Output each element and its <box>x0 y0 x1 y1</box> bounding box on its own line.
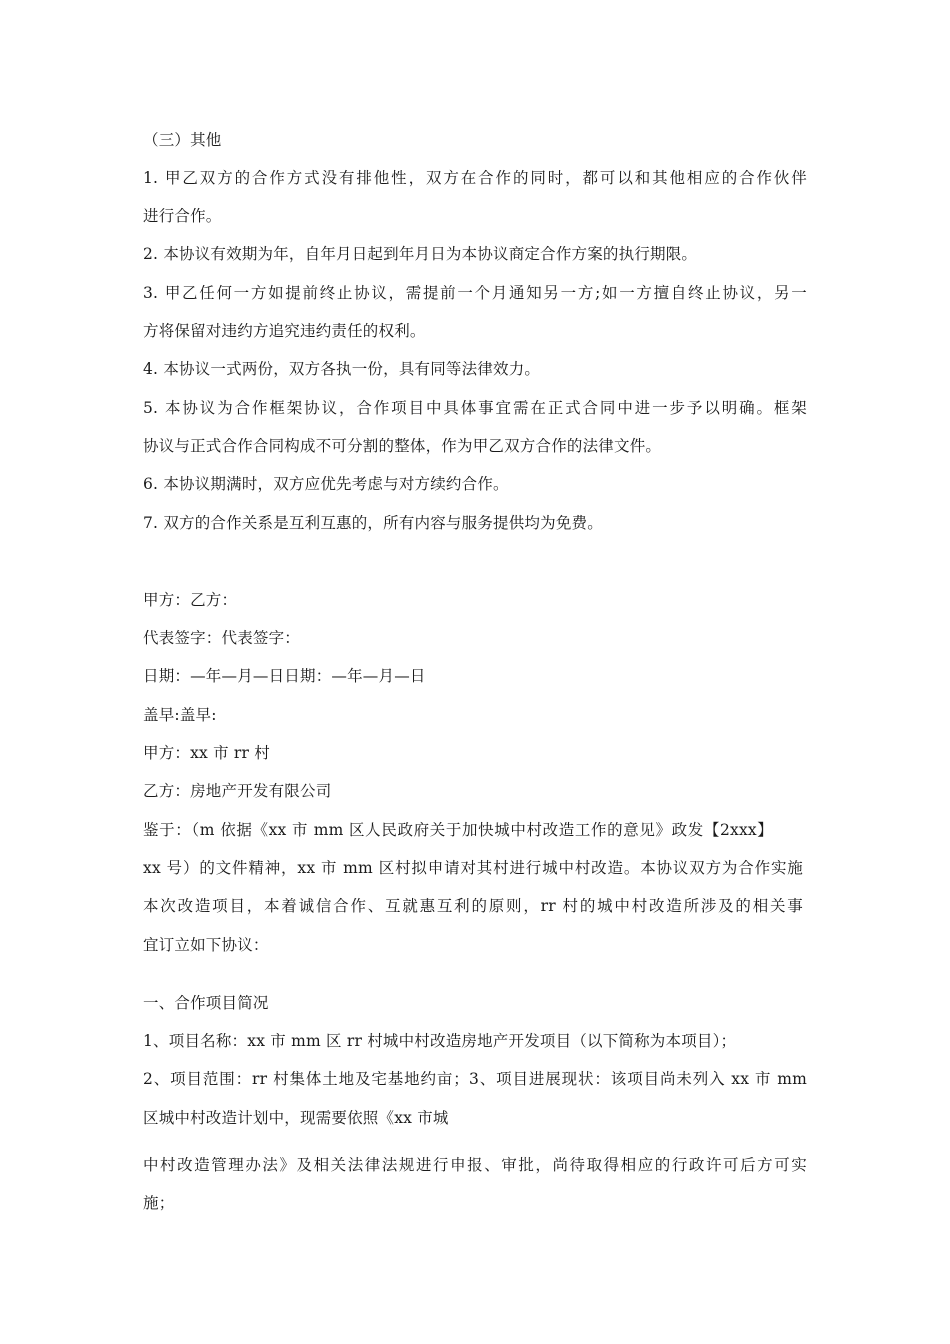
section-heading-other: （三）其他 <box>143 131 222 149</box>
clause-3-line-1: 3. 甲乙任何一方如提前终止协议，需提前一个月通知另一方;如一方擅自终止协议，另一 <box>143 284 807 302</box>
project-scope-line-4: 施； <box>143 1194 175 1212</box>
signature-representatives: 代表签字：代表签字： <box>143 629 301 647</box>
preamble-line-1: 鉴于：（m 依据《xx 市 mm 区人民政府关于加快城中村改造工作的意见》政发【2xxx】 <box>143 821 773 839</box>
clause-1-line-1: 1. 甲乙双方的合作方式没有排他性，双方在合作的同时，都可以和其他相应的合作伙伴 <box>143 169 807 187</box>
clause-4: 4. 本协议一式两份，双方各执一份，具有同等法律效力。 <box>143 360 541 378</box>
clause-1-line-2: 进行合作。 <box>143 207 222 225</box>
project-scope-line-2: 区城中村改造计划中，现需要依照《xx 市城 <box>143 1109 449 1127</box>
section-heading-project: 一、合作项目简况 <box>143 994 269 1012</box>
project-scope-line-1: 2、项目范围：rr 村集体土地及宅基地约亩；3、项目进展现状：该项目尚未列入 xx 市 mm <box>143 1070 807 1088</box>
preamble-line-2: xx 号）的文件精神，xx 市 mm 区村拟申请对其村进行城中村改造。本协议双方为合作实施 <box>143 859 803 877</box>
preamble-line-3: 本次改造项目，本着诚信合作、互就惠互利的原则，rr 村的城中村改造所涉及的相关事 <box>143 897 803 915</box>
clause-3-line-2: 方将保留对违约方追究违约责任的权利。 <box>143 322 426 340</box>
project-scope-line-3: 中村改造管理办法》及相关法律法规进行申报、审批，尚待取得相应的行政许可后方可实 <box>143 1156 807 1174</box>
clause-2: 2. 本协议有效期为年，自年月日起到年月日为本协议商定合作方案的执行期限。 <box>143 245 698 263</box>
signature-dates: 日期：—年—月—日日期：—年—月—日 <box>143 667 426 685</box>
signature-parties: 甲方：乙方： <box>143 591 238 609</box>
project-name: 1、项目名称：xx 市 mm 区 rr 村城中村改造房地产开发项目（以下简称为本项目）； <box>143 1032 737 1050</box>
clause-5-line-2: 协议与正式合作合同构成不可分割的整体，作为甲乙双方合作的法律文件。 <box>143 437 662 455</box>
clause-6: 6. 本协议期满时，双方应优先考虑与对方续约合作。 <box>143 475 509 493</box>
clause-7: 7. 双方的合作关系是互利互惠的，所有内容与服务提供均为免费。 <box>143 514 603 532</box>
signature-seals: 盖早:盖早: <box>143 706 217 724</box>
preamble-line-4: 宜订立如下协议： <box>143 936 269 954</box>
party-a: 甲方：xx 市 rr 村 <box>143 744 270 762</box>
party-b: 乙方：房地产开发有限公司 <box>143 782 332 800</box>
clause-5-line-1: 5. 本协议为合作框架协议，合作项目中具体事宜需在正式合同中进一步予以明确。框架 <box>143 399 807 417</box>
